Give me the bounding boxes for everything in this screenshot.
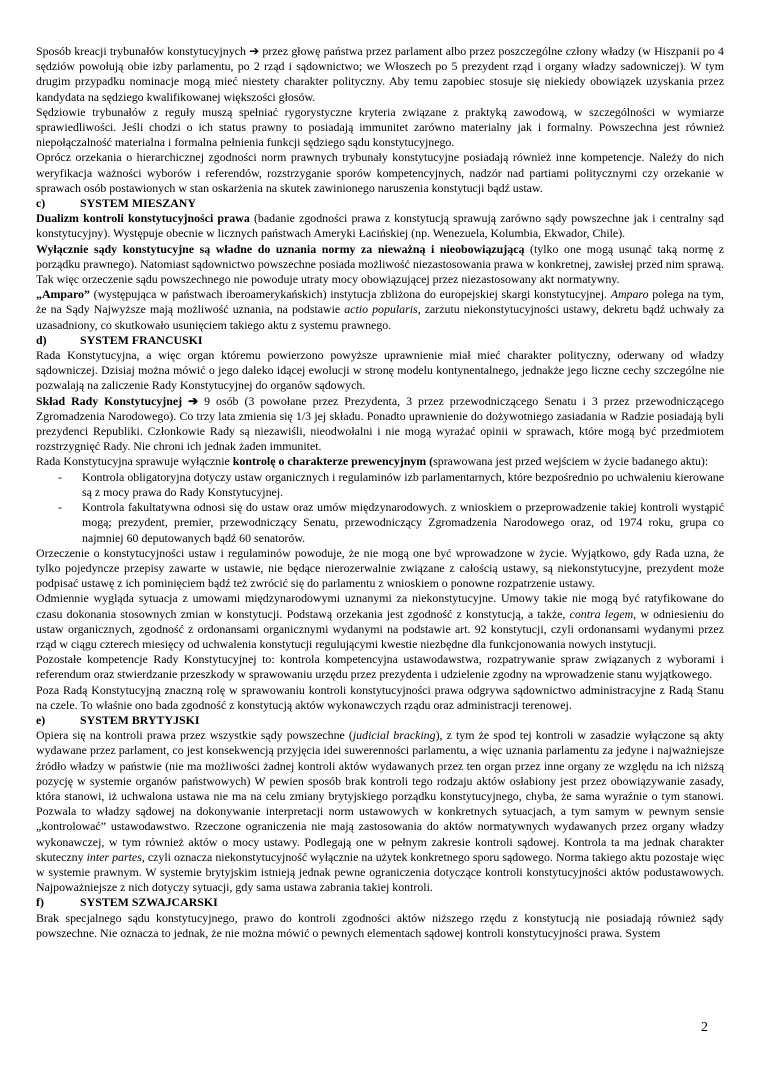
section-heading-d (36, 333, 724, 348)
bold-term: „Amparo” (36, 287, 90, 302)
paragraph-council-composition: Skład Rady Konstytucyjnej ➔ 9 osób (3 powołane przez Prezydenta, 3 przez przewodniczącego Senatu i 3 przez przewodniczącego Zgromadzenia Narodowego). Co trzy lata zmienia się 1/3 jej składu. Ponadto uprawnienie do dożywotniego zasiadania w Radzie posiadają byli prezydenci Republiki. Członkowie Rady są niezawiśli, nieodwołalni i nie mogą wyrażać opinii w sprawach, które mogą być przedmiotem rozstrzygnięć Rady. Nie chroni ich jednak żaden immunitet. (36, 393, 725, 454)
section-title: SYSTEM MIESZANY (80, 196, 196, 211)
paragraph-british-system: Opiera się na kontroli prawa przez wszystkie sądy powszechne (judicial bracking), z tym że spod tej kontroli w zasadzie wyłączone są akty wydawane przez parlament, co jest konsekwencją przyjęcia idei suwerenności parlamentu, a więc uznania parlamentu za jedyne i najważniejsze źródło władzy w państwie (nie ma możliwości żadnej kontroli aktów wydawanych przez ten organ przez inne organy ze względu na ich niższą pozycję w systemie organów państwowych) W pewien sposób brak kontroli tego rodzaju aktów osłabiony jest przez obowiązywanie zasady, która stanowi, iż uchwalona ustawa nie ma na celu zmiany brytyjskiego porządku konstytucyjnego, chyba, że sama wyraźnie o tym stanowi. Pozwala to władzy sądowej na dokonywanie interpretacji norm ustawowych w konkretnych sytuacjach, a tym samym w pewnym sensie „kontrolować” ustawodawstwo. Rzeczone ograniczenia nie mają zastosowania do aktów normatywnych wydawanych przez organy władzy wykonawczej, w tym również aktów o mocy ustawy. Podlegają one w pełnym zakresie kontroli sądowej. Kontrola ta ma jednak charakter skuteczny inter partes, czyli oznacza niekonstytucyjność wyłącznie na użytek konkretnego sporu sądowego. Norma takiego aktu pozostaje więc w systemie prawnym. W systemie brytyjskim istnieją jednak pewne ograniczenia dotyczące kontroli konstytucyjności aktów podustawowych. Najpoważniejsze z nich dotyczy sytuacji, gdy sama ustawa zabrania takiej kontroli. (36, 728, 724, 895)
section-heading-f (36, 895, 724, 910)
section-letter: d) (36, 332, 47, 347)
section-letter: e) (36, 712, 46, 727)
paragraph-administrative-courts: Poza Radą Konstytucyjną znaczną rolę w sprawowaniu kontroli konstytucyjności prawa odgrywa sądownictwo administracyjne z Radą Stanu na czele. To właśnie ono bada zgodność z konstytucją aktów wykonawczych rządu oraz administracji terenowej. (36, 682, 724, 712)
control-types-list (36, 470, 724, 546)
list-item: - Kontrola obligatoryjna dotyczy ustaw organicznych i regulaminów izb parlamentarnych, które bezpośrednio po uchwaleniu kierowane są z mocy prawa do Rady Konstytucyjnej. (58, 469, 724, 499)
list-item: - Kontrola fakultatywna odnosi się do ustaw oraz umów międzynarodowych. z wnioskiem o przeprowadzenie takiej kontroli wystąpić mogą; prezydent, premier, przewodniczący Senatu, przewodniczący Zgromadzenia Narodowego oraz, od 1974 roku, grupa co najmniej 60 deputowanych bądź 60 senatorów. (58, 500, 724, 545)
list-bullet: - (58, 500, 62, 515)
paragraph-tribunal-appointment: Sposób kreacji trybunałów konstytucyjnych ➔ przez głowę państwa przez parlament albo przez poszczególne człony władzy (w Hiszpanii po 4 sędziów powołują obie izby parlamentu, po 2 rząd i sądownictwo; we Włoszech po 5 prezydent rząd i organy władzy sadowniczej). W tym drugim przypadku nominacje mogą mieć niestety charakter polityczny. Aby temu zapobiec stosuje się niekiedy obowiązek uzyskania przez kandydata na sędziego kwalifikowanej większości głosów. (36, 44, 724, 104)
paragraph-swiss-system: Brak specjalnego sądu konstytucyjnego, prawo do kontroli zgodności aktów niższego rzędu z konstytucją nie posiadają również sądy powszechne. Nie oznacza to jednak, że nie można mówić o pewnych elementach sądowej kontroli konstytucyjności prawa. System (36, 910, 724, 940)
paragraph-dualism: Dualizm kontroli konstytucyjności prawa (badanie zgodności prawa z konstytucją sprawują zarówno sądy powszechne jak i centralny sąd konstytucyjny). Występuje obecnie w licznych państwach Ameryki Łacińskiej (np. Wenezuela, Kolumbia, Ekwador, Chile). (36, 211, 724, 241)
section-title: SYSTEM SZWAJCARSKI (80, 895, 218, 910)
paragraph-preventive-control: Rada Konstytucyjna sprawuje wyłącznie kontrolę o charakterze prewencyjnym (sprawowana jest przed wejściem w życie badanego aktu): (36, 454, 709, 469)
paragraph-other-council-competences: Pozostałe kompetencje Rady Konstytucyjnej to: kontrola kompetencyjna ustawodawstwa, rozpatrywanie spraw związanych z wyborami i referendum oraz stwierdzanie przeszkody w sprawowaniu urzędu przez prezydenta i udzielenie zgodny na wprowadzenie stanu wyjątkowego. (36, 652, 724, 682)
section-title: SYSTEM BRYTYJSKI (80, 712, 200, 727)
section-letter: c) (36, 196, 46, 211)
paragraph-constitutional-council: Rada Konstytucyjna, a więc organ któremu powierzono powyższe uprawnienie miał mieć charakter polityczny, oderwany od władzy sądowniczej. Dzisiaj można mówić o jego daleko idącej ewolucji w stronę modelu kontynentalnego, jednakże jego liczne cechy szczególne nie pozwalają na zaliczenie Rady Konstytucyjnej do organów sądowych. (36, 348, 724, 393)
paragraph-judges-criteria: Sędziowie trybunałów z reguły muszą spełniać rygorystyczne kryteria związane z praktyką zawodową, w szczególności w wymiarze sprawiedliwości. Jeśli chodzi o ich status prawny to posiadają immunitet zarówno materialny jak i formalny. Powszechna jest również niepołączalność materialna i formalna pełnienia funkcji sędziego sądu konstytucyjnego. (36, 104, 724, 150)
bold-term: Skład Rady Konstytucyjnej ➔ (36, 393, 199, 408)
paragraph-exclusive-courts: Wyłącznie sądy konstytucyjne są władne do uznania normy za nieważną i nieobowiązującą (tylko one mogą usunąć taką normę z porządku prawnego). Natomiast sądownictwo powszechne posiada możliwość niezastosowania prawa w konkretnej, zawisłej przed nim sprawą. Tak więc orzeczenie sądu powszechnego nie powoduje utraty mocy obowiązującej przez niezastosowany akt normatywny. (36, 241, 725, 287)
section-heading-c (36, 196, 724, 211)
paragraph-other-competences: Oprócz orzekania o hierarchicznej zgodności norm prawnych trybunały konstytucyjne posiadają również inne kompetencje. Należy do nich weryfikacja ważności wyborów i referendów, rozstrzyganie sporów kompetencyjnych, nadzór nad partiami politycznymi czy orzekanie w sprawach osób postawionych w stan oskarżenia na skutek zawinionego naruszenia konstytucji bądź ustaw. (36, 150, 724, 195)
paragraph-amparo: „Amparo” (występująca w państwach iberoamerykańskich) instytucja zbliżona do europejskiej skargi konstytucyjnej. Amparo polega na tym, że na Sądy Najwyższe mają możliwość uznania, na podstawie actio popularis, zarzutu niekonstytucyjności ustawy, dekretu bądź uchwały za uzasadniony, co skutkowało usunięciem takiego aktu z systemu prawnego. (36, 287, 724, 332)
page-number: 2 (701, 1020, 708, 1035)
document-page (36, 44, 724, 941)
bold-term: kontrolę o charakterze prewencyjnym ( (232, 454, 434, 469)
section-letter: f) (36, 895, 44, 910)
bold-term: Wyłącznie sądy konstytucyjne są władne do uznania normy za nieważną i nieobowiązującą (36, 241, 525, 256)
section-title: SYSTEM FRANCUSKI (80, 332, 203, 347)
list-bullet: - (58, 469, 62, 484)
paragraph-international-agreements: Odmiennie wygląda sytuacja z umowami międzynarodowymi uznanymi za niekonstytucyjne. Umowy takie nie mogą być ratyfikowane do czasu dokonania stosownych zmian w konstytucji. Podstawą orzekania jest zgodność z konstytucją, a także, contra legem, w odniesieniu do ustaw organicznych, zgodność z ordonansami organicznymi wydanymi na podstawie art. 92 konstytucji, czyli ordonansami wydanymi przez rząd w ciągu czterech miesięcy od uchwalenia konstytucji regulującymi kwestie niezbędne dla funkcjonowania nowych instytucji. (36, 591, 724, 651)
bold-term: Dualizm kontroli konstytucyjności prawa (36, 211, 250, 226)
section-heading-e (36, 713, 724, 728)
paragraph-ruling-effects: Orzeczenie o konstytucyjności ustaw i regulaminów powoduje, że nie mogą one być wprowadzone w życie. Wyjątkowo, gdy Rada uzna, że tylko pojedyncze przepisy zawarte w ustawie, nie będące nierozerwalnie związane z całością ustawy, są niekonstytucyjne, prezydent może podpisać ustawę z ich pominięciem bądź też zwrócić się do parlamentu z wnioskiem o ponowne rozpatrzenie ustawy. (36, 545, 724, 591)
